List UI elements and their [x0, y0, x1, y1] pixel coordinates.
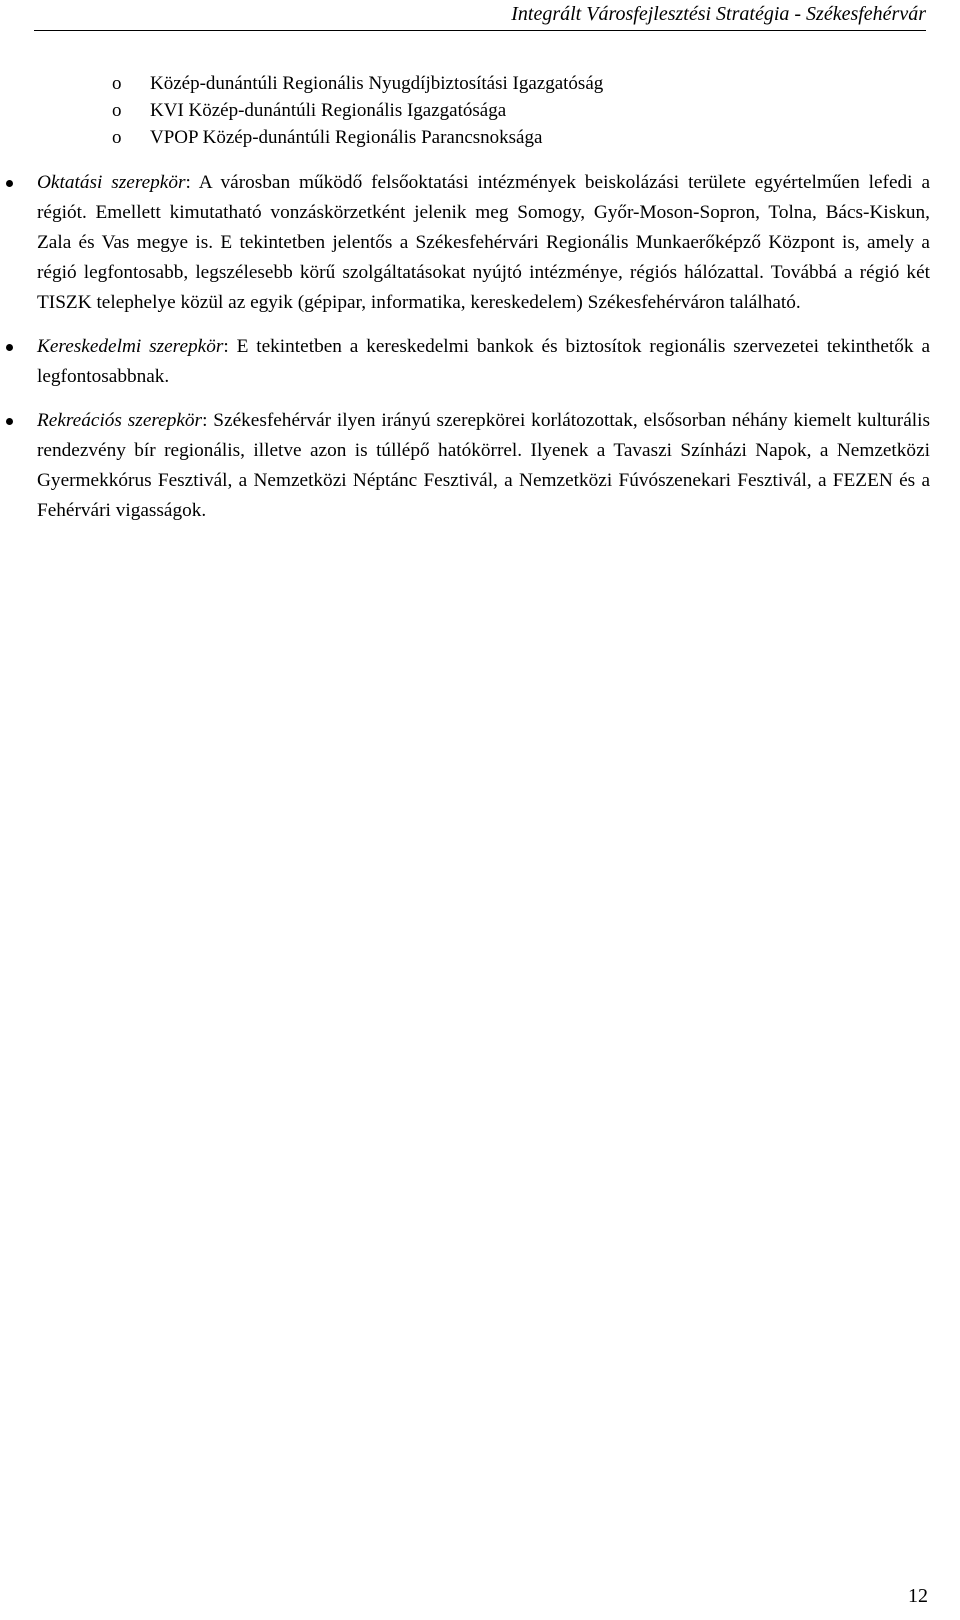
- role-label: Kereskedelmi szerepkör: [37, 336, 224, 357]
- role-label: Oktatási szerepkör: [37, 172, 186, 193]
- sub-list-item: [112, 70, 912, 97]
- sub-list-item: [112, 97, 912, 124]
- role-bullet-list: [0, 168, 960, 526]
- sub-list-item: [112, 124, 912, 151]
- role-label: Rekreációs szerepkör: [37, 410, 203, 431]
- circle-bullet-icon: o: [112, 127, 122, 148]
- circle-bullet-icon: o: [112, 100, 122, 121]
- sub-list-item-text: Közép-dunántúli Regionális Nyugdíjbiztosítási Igazgatóság: [150, 73, 604, 94]
- sub-bullet-list: [112, 70, 912, 151]
- role-text: : E tekintetben a kereskedelmi bankok és biztosítok regionális szervezetei tekinthetők a legfontosabbnak.: [37, 336, 930, 387]
- page-number: 12: [908, 1585, 928, 1607]
- header-title: Integrált Városfejlesztési Stratégia - Székesfehérvár: [511, 3, 926, 25]
- bullet-dot-icon: [6, 180, 13, 187]
- role-list-item-education: [0, 168, 960, 318]
- sub-list-item-text: VPOP Közép-dunántúli Regionális Parancsnoksága: [150, 127, 543, 148]
- sub-list-item-text: KVI Közép-dunántúli Regionális Igazgatósága: [150, 100, 507, 121]
- role-text: : A városban működő felsőoktatási intézmények beiskolázási területe egyértelműen lefedi a régiót. Emellett kimutatható vonzáskörzetként jelenik meg Somogy, Győr-Moson-Sopron, Tolna, Bács-Kiskun, Zala és Vas megye is. E tekintetben jelentős a Székesfehérvári Regionális Munkaerőképző Központ is, amely a régió legfontosabb, legszélesebb körű szolgáltatásokat nyújtó intézménye, régiós hálózattal. Továbbá a régió két TISZK telephelye közül az egyik (gépipar, informatika, kereskedelem) Székesfehérváron található.: [37, 172, 930, 313]
- circle-bullet-icon: o: [112, 73, 122, 94]
- role-list-item-commerce: [0, 332, 960, 392]
- bullet-dot-icon: [6, 344, 13, 351]
- role-text: : Székesfehérvár ilyen irányú szerepkörei korlátozottak, elsősorban néhány kiemelt kulturális rendezvény bír regionális, illetve azon is túllépő hatókörrel. Ilyenek a Tavaszi Színházi Napok, a Nemzetközi Gyermekkórus Fesztivál, a Nemzetközi Néptánc Fesztivál, a Nemzetközi Fúvószenekari Fesztivál, a FEZEN és a Fehérvári vigasságok.: [37, 410, 930, 521]
- bullet-dot-icon: [6, 418, 13, 425]
- role-list-item-recreation: [0, 406, 960, 526]
- page-header: [34, 0, 926, 31]
